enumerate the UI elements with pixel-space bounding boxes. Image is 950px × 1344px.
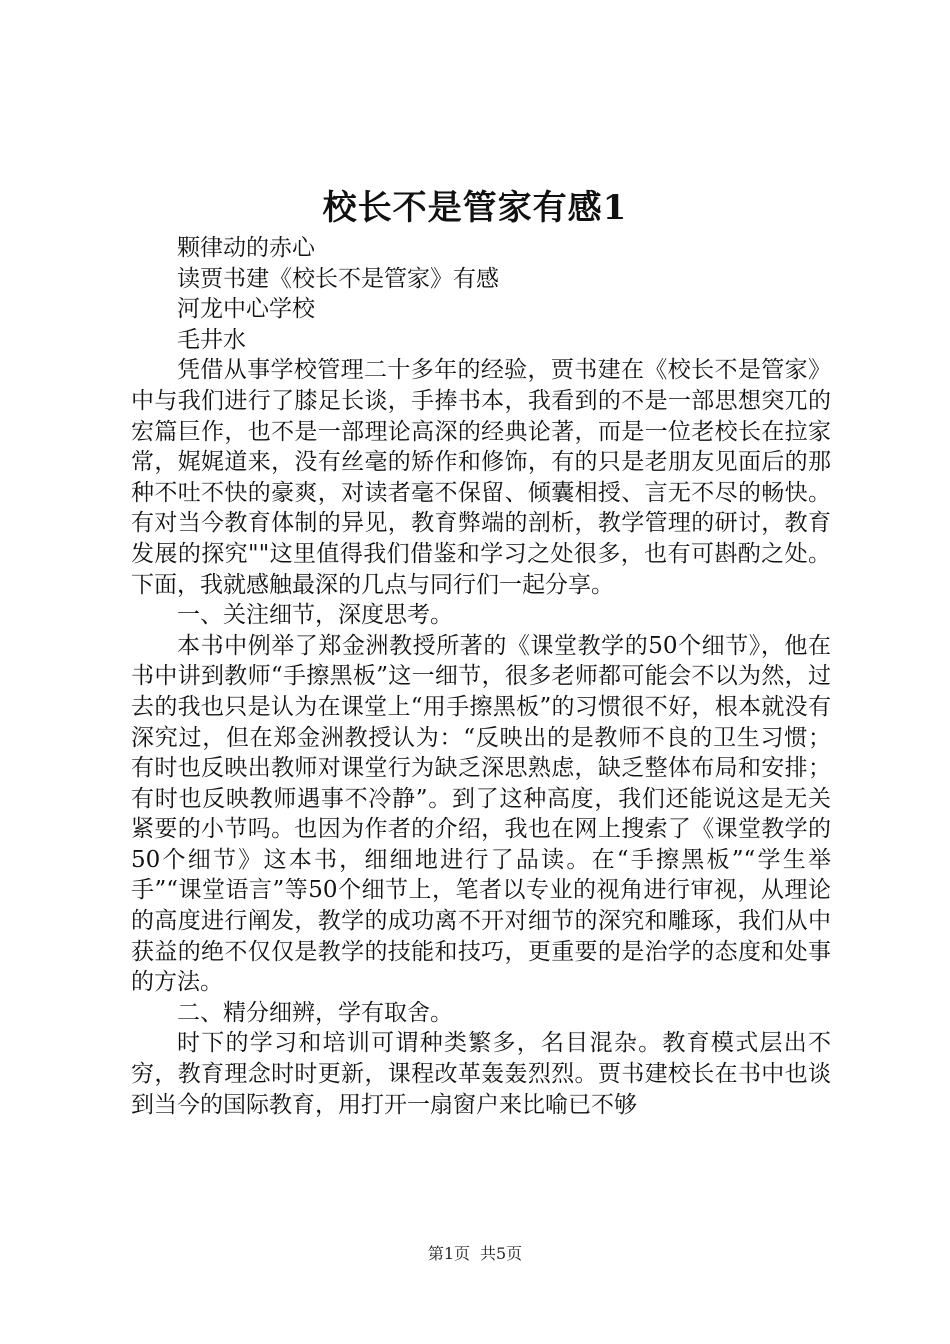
paragraph-section-2: 时下的学习和培训可谓种类繁多，名目混杂。教育模式层出不穷，教育理念时时更新，课程改革轰轰烈烈。贾书建校长在书中也谈到当今的国际教育，用打开一扇窗户来比喻已不够 — [131, 1030, 831, 1118]
paragraph-author-name: 毛井水 — [177, 326, 246, 353]
page-total: 共5页 — [480, 1244, 523, 1263]
page-number: 第1页 — [427, 1244, 470, 1263]
paragraph-essay-title: 读贾书建《校长不是管家》有感 — [177, 265, 499, 292]
page-footer — [0, 1244, 950, 1264]
paragraph-subtitle-line: 颗律动的赤心 — [177, 235, 315, 261]
paragraph-intro: 凭借从事学校管理二十多年的经验，贾书建在《校长不是管家》中与我们进行了膝足长谈，手捧书本，我看到的不是一部思想突兀的宏篇巨作，也不是一部理论高深的经典论著，而是一位老校长在拉家常，娓娓道来，没有丝毫的矫作和修饰，有的只是老朋友见面后的那种不吐不快的豪爽，对读者毫不保留、倾囊相授、言无不尽的畅快。有对当今教育体制的异见，教育弊端的剖析，教学管理的研讨，教育发展的探究""这里值得我们借鉴和学习之处很多，也有可斟酌之处。下面，我就感触最深的几点与同行们一起分享。 — [131, 357, 831, 598]
document-title: 校长不是管家有感1 — [322, 188, 628, 228]
paragraph-school-name: 河龙中心学校 — [177, 296, 315, 323]
section-heading-2: 二、精分细辨，学有取舍。 — [177, 999, 453, 1026]
paragraph-section-1: 本书中例举了郑金洲教授所著的《课堂教学的50个细节》，他在书中讲到教师“手擦黑板”这一细节，很多老师都可能会不以为然，过去的我也只是认为在课堂上“用手擦黑板”的习惯很不好，根本就没有深究过，但在郑金洲教授认为：“反映出的是教师不良的卫生习惯；有时也反映出教师对课堂行为缺乏深思熟虑，缺乏整体布局和安排；有时也反映教师遇事不冷静”。到了这种高度，我们还能说这是无关紧要的小节吗。也因为作者的介绍，我也在网上搜索了《课堂教学的50个细节》这本书，细细地进行了品读。在“手擦黑板”“学生举手”“课堂语言”等50个细节上，笔者以专业的视角进行审视，从理论的高度进行阐发，教学的成功离不开对细节的深究和雕琢，我们从中获益的绝不仅仅是教学的技能和技巧，更重要的是治学的态度和处事的方法。 — [131, 632, 831, 996]
document-body — [131, 233, 831, 1120]
section-heading-1: 一、关注细节，深度思考。 — [177, 602, 453, 629]
